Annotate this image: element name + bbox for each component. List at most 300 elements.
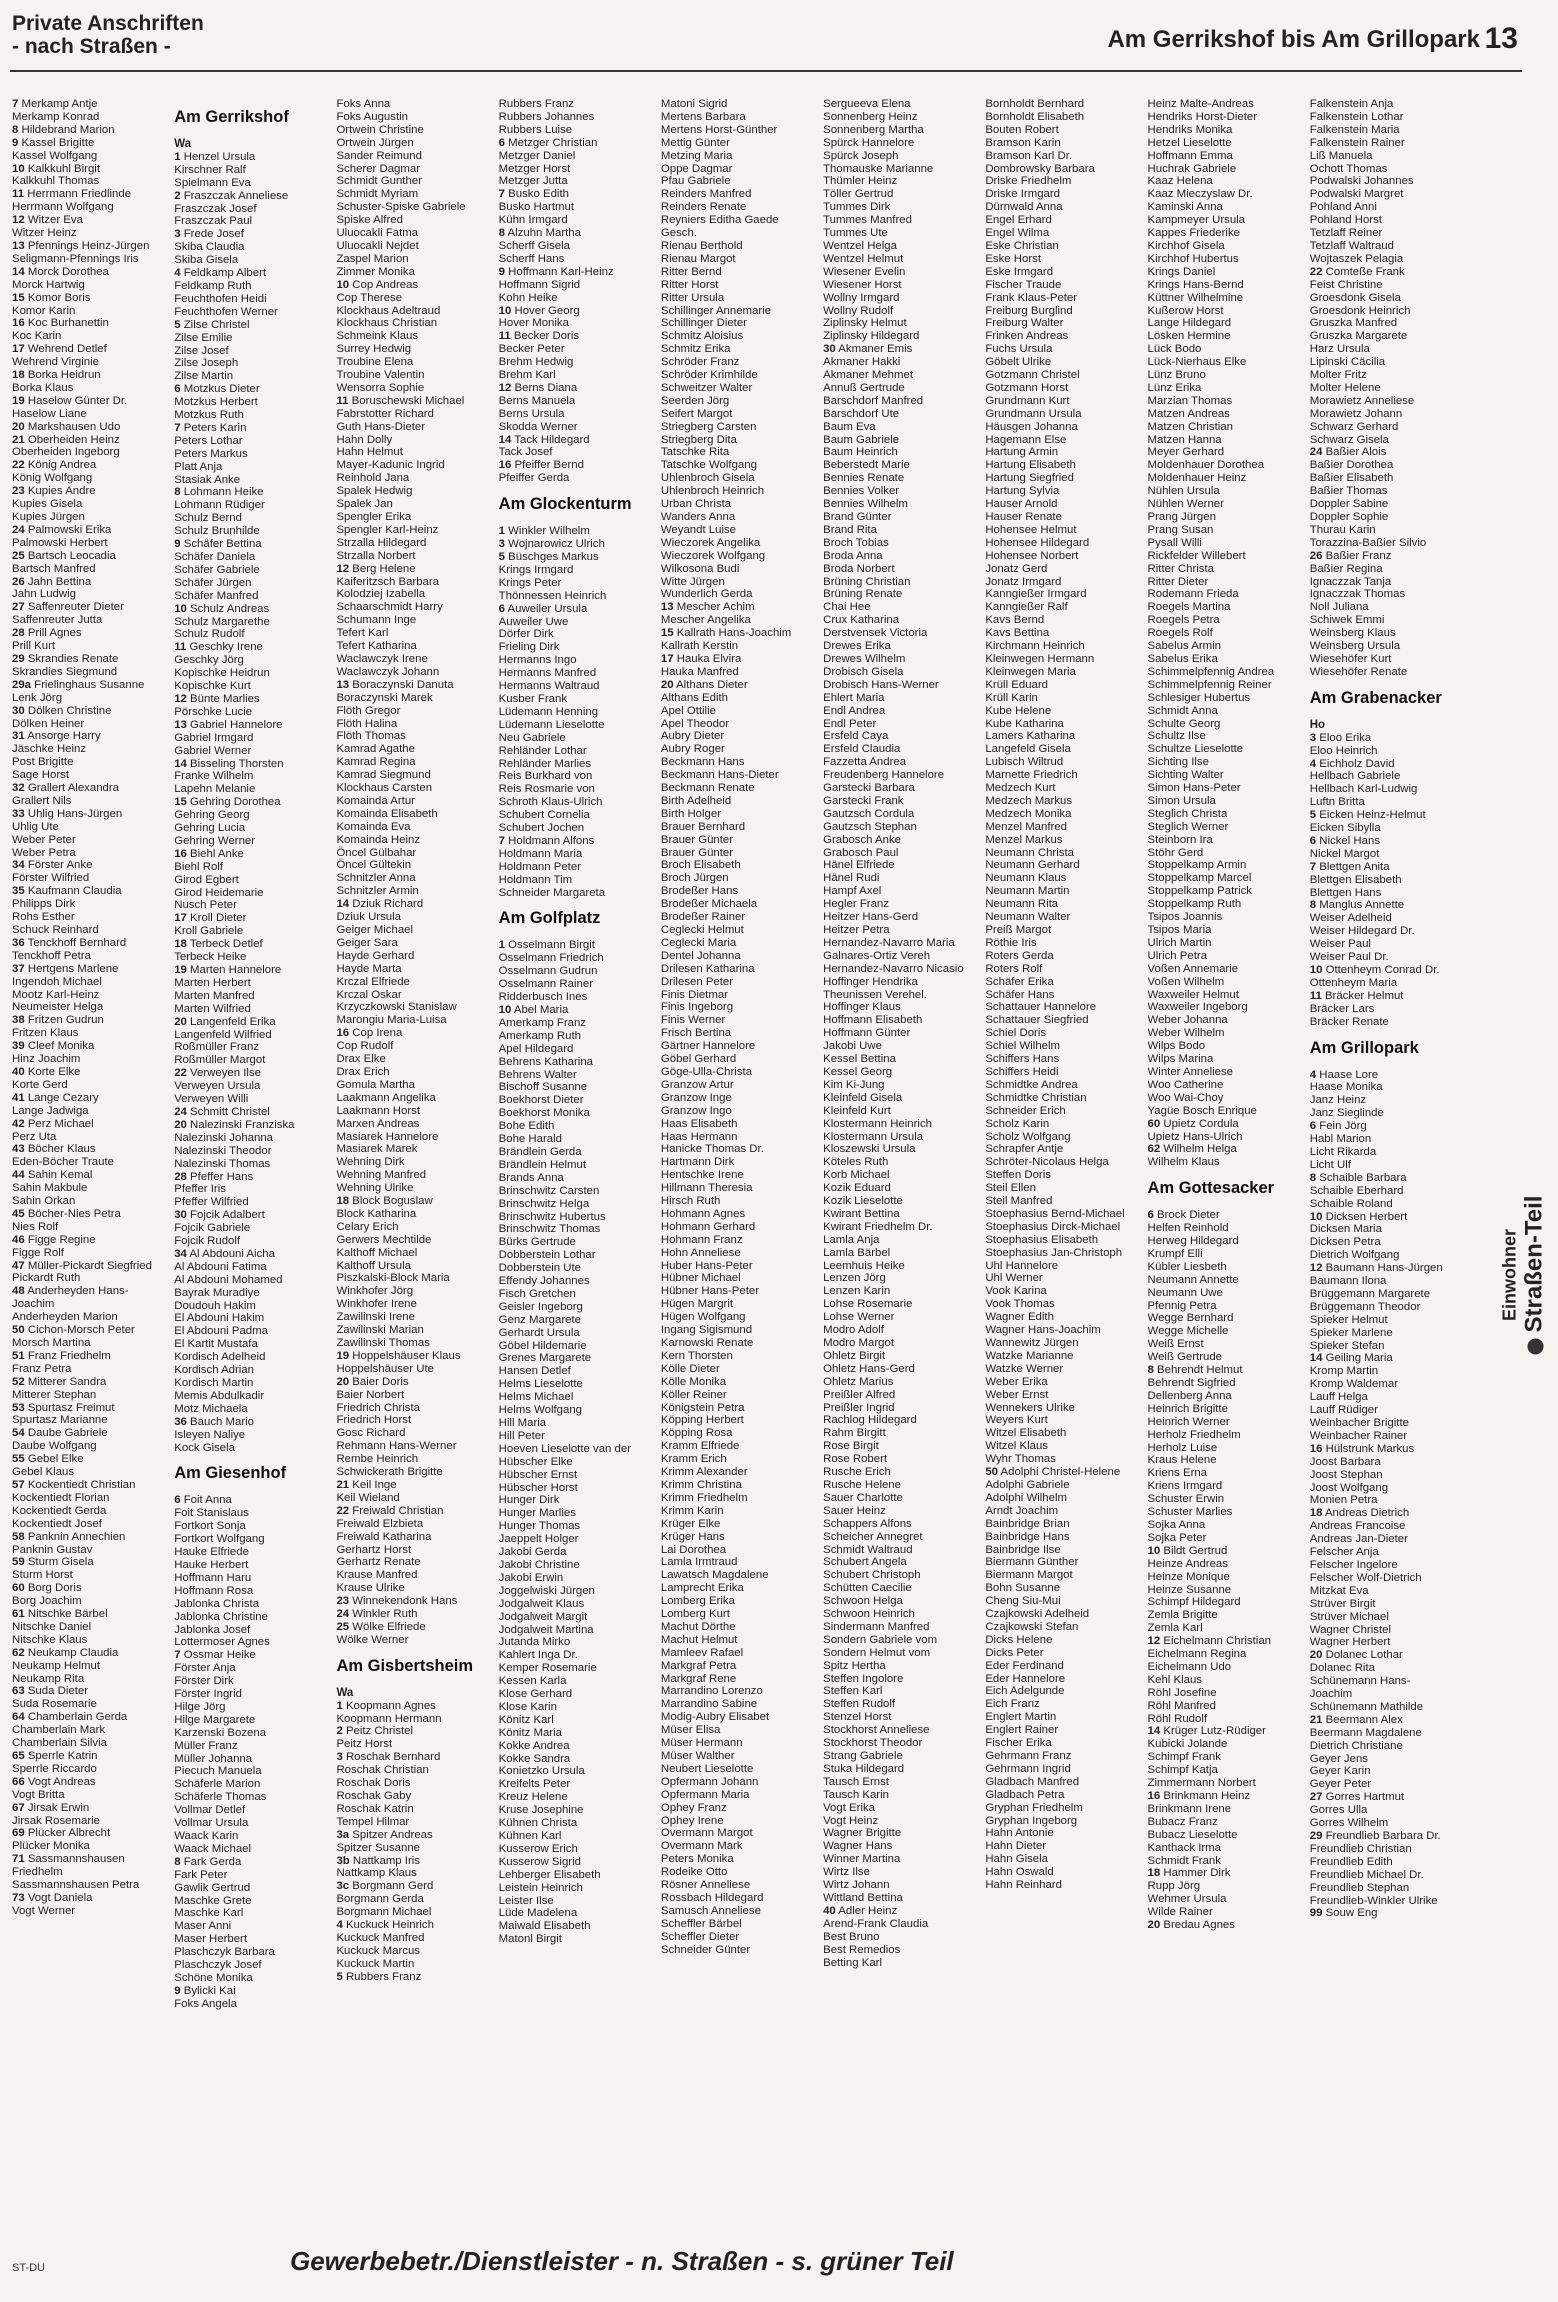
resident-entry: Schaible Eberhard (1309, 1184, 1404, 1197)
resident-entry: Schwarz Gerhard (1309, 420, 1399, 433)
resident-entry: Roters Rolf (985, 962, 1043, 975)
resident-entry: Weyandt Luise (660, 523, 737, 536)
resident-entry: 20 Baier Doris (336, 1375, 409, 1388)
resident-entry: Steglich Christa (1147, 807, 1228, 820)
resident-entry: Felscher Anja (1309, 1546, 1379, 1559)
resident-entry: Gehring Georg (174, 809, 250, 822)
resident-entry: Hohensee Hildegard (985, 536, 1090, 549)
resident-entry: Zemla Karl (1147, 1622, 1203, 1635)
resident-entry: Scherff Hans (498, 252, 565, 265)
resident-entry: Zawilinski Thomas (336, 1337, 430, 1349)
resident-entry: Schröter-Nicolaus Helga (985, 1156, 1109, 1169)
resident-entry: Lück Bodo (1147, 343, 1202, 356)
resident-entry: Busko Hartmut (498, 201, 574, 214)
resident-entry: 22 Comteße Frank (1309, 265, 1405, 278)
resident-entry: 5 Zilse Christel (174, 318, 250, 331)
resident-entry: Uhl Werner (985, 1272, 1043, 1285)
resident-entry: Pfennig Petra (1147, 1299, 1217, 1312)
resident-entry: Hunger Dirk (498, 1494, 560, 1507)
resident-entry: Lüde Madelena (498, 1907, 578, 1920)
resident-entry: Gorres Ulla (1309, 1804, 1368, 1817)
resident-entry: Sabelus Erika (1147, 652, 1218, 665)
resident-entry: Bainbridge Ilse (985, 1543, 1061, 1556)
resident-entry: Plücker Monika (12, 1840, 90, 1853)
resident-entry: Göbel Gerhard (660, 1053, 737, 1066)
resident-entry: Kessen Karla (498, 1675, 567, 1688)
resident-entry: 31 Ansorge Harry (12, 730, 101, 743)
resident-entry: Morawietz Anneliese (1309, 394, 1415, 407)
resident-entry: 21 Oberheiden Heinz (12, 433, 120, 446)
resident-entry: Gladbach Manfred (985, 1775, 1080, 1788)
resident-entry: Röhl Josefine (1147, 1686, 1217, 1699)
resident-entry: Krings Peter (498, 576, 562, 589)
resident-entry: Beermann Magdalene (1309, 1726, 1422, 1739)
resident-entry: Müser Walther (660, 1750, 735, 1762)
resident-entry: Helms Michael (498, 1391, 574, 1404)
resident-entry: Grabosch Paul (823, 846, 899, 859)
resident-entry: Krüger Elke (660, 1517, 721, 1530)
resident-entry: Meyer Gerhard (1147, 446, 1225, 459)
resident-entry: Zemla Brigitte (1147, 1609, 1218, 1622)
resident-entry: Rodemann Frieda (1147, 588, 1239, 601)
resident-entry: Kroll Gabriele (174, 925, 244, 938)
resident-entry: 39 Cleef Monika (12, 1040, 95, 1053)
resident-entry: Mertens Barbara (660, 110, 746, 123)
resident-entry: Nattkamp Klaus (336, 1867, 417, 1880)
resident-entry: Komainda Elisabeth (336, 807, 438, 820)
resident-entry: Finis Werner (660, 1014, 726, 1027)
resident-entry: Lünz Bruno (1147, 369, 1206, 382)
resident-entry: Bennies Renate (823, 472, 905, 485)
resident-entry: Schröder Krimhilde (660, 369, 758, 382)
resident-entry: Schäferle Thomas (174, 1791, 267, 1804)
resident-entry: Gladbach Petra (985, 1788, 1065, 1801)
resident-entry: Woo Catherine (1147, 1078, 1224, 1091)
resident-entry: Felscher Wolf-Dietrich (1309, 1571, 1422, 1584)
resident-entry: Hillmann Theresia (660, 1182, 753, 1195)
resident-entry: Bürks Gertrude (498, 1236, 576, 1249)
resident-entry: Leister Ilse (498, 1894, 554, 1907)
resident-entry: 67 Jirsak Erwin (12, 1801, 90, 1814)
resident-entry: Wieczorek Wolfgang (660, 549, 766, 562)
resident-entry: Köteles Ruth (823, 1156, 889, 1169)
resident-entry: Hayde Gerhard (336, 949, 415, 962)
resident-entry: Bräcker Lars (1309, 1002, 1375, 1015)
resident-entry: Stoephasius Jan-Christoph (985, 1246, 1123, 1259)
resident-entry: Pfeffer Iris (174, 1183, 226, 1196)
resident-entry: Förster Anja (174, 1662, 236, 1675)
resident-entry: Roegels Petra (1147, 614, 1220, 627)
resident-entry: 69 Plücker Albrecht (12, 1827, 111, 1840)
resident-entry: Neumann Annette (1147, 1273, 1239, 1286)
resident-entry: Ignaczzak Tanja (1309, 575, 1392, 588)
resident-entry: Vogt Britta (12, 1788, 65, 1801)
resident-entry: Krzyczkowski Stanislaw (336, 1001, 457, 1014)
resident-entry: Kokke Andrea (498, 1739, 570, 1752)
resident-entry: Jutanda Mirko (498, 1636, 571, 1649)
resident-entry: 15 Gehring Dorothea (174, 796, 281, 809)
resident-entry: Neumann Christa (985, 846, 1074, 859)
resident-entry: Vogt Erika (823, 1801, 876, 1814)
resident-entry: Freiburg Walter (985, 317, 1064, 330)
resident-entry: Jablonka Christine (174, 1610, 268, 1623)
resident-entry: Jirsak Rosemarie (12, 1814, 100, 1827)
street-heading: Am Giesenhof (174, 1464, 287, 1483)
resident-entry: Weiser Hildegard Dr. (1309, 925, 1415, 938)
resident-entry: Pysall Willi (1147, 536, 1202, 549)
resident-entry: Eske Christian (985, 239, 1059, 252)
resident-entry: Kaminski Anna (1147, 201, 1223, 214)
resident-entry: 18 Hammer Dirk (1147, 1867, 1231, 1880)
resident-entry: Fraszczak Paul (174, 215, 253, 228)
resident-entry: 3 Frede Josef (174, 228, 244, 241)
resident-entry: Krimm Karin (660, 1504, 724, 1517)
resident-entry: Kock Gisela (174, 1441, 235, 1454)
resident-entry: Neukamp Rita (12, 1672, 85, 1685)
resident-entry: Leemhuis Heike (823, 1259, 905, 1272)
resident-entry: Rehmann Hans-Werner (336, 1440, 457, 1453)
resident-entry: Rossbach Hildegard (660, 1891, 764, 1904)
resident-entry: Karnowski Renate (660, 1337, 754, 1349)
resident-entry: Brüning Christian (823, 575, 911, 588)
resident-entry: 11 Geschky Irene (174, 641, 263, 654)
resident-entry: Dicks Helene (985, 1633, 1053, 1646)
resident-entry: 7 Busko Edith (498, 188, 569, 201)
resident-entry: Hoffmann Rosa (174, 1584, 254, 1597)
resident-entry: Chamberlain Mark (12, 1724, 106, 1737)
resident-entry: Kolodziej Izabella (336, 588, 426, 601)
resident-entry: Wennekers Ulrike (985, 1401, 1075, 1414)
resident-entry: Metzing Maria (660, 149, 733, 162)
resident-entry: Rembe Heinrich (336, 1453, 419, 1466)
resident-entry: Adolphi Gabriele (985, 1478, 1070, 1491)
resident-entry: Weber Petra (12, 846, 76, 859)
resident-entry: Hunger Marlies (498, 1507, 576, 1520)
resident-entry: Schuster Erwin (1147, 1493, 1225, 1506)
resident-entry: 5 Büschges Markus (498, 551, 599, 563)
resident-entry: Noll Juliana (1309, 601, 1369, 614)
resident-entry: Marten Wilfried (174, 1002, 251, 1015)
resident-entry: Freiwald Katharina (336, 1530, 432, 1543)
resident-entry: Waxweiler Ingeborg (1147, 1001, 1248, 1014)
resident-entry: Lamprecht Erika (660, 1582, 744, 1595)
resident-entry: Schaarschmidt Harry (336, 601, 443, 614)
resident-entry: Terbeck Heike (174, 951, 247, 964)
resident-entry: Al Abdouni Mohamed (174, 1273, 283, 1286)
resident-entry: Gerwers Mechtilde (336, 1233, 432, 1246)
resident-entry: 73 Vogt Daniela (12, 1891, 93, 1904)
resident-entry: Sondern Helmut vom (823, 1646, 931, 1659)
resident-entry: Baßier Thomas (1309, 485, 1388, 498)
resident-entry: 26 Jahn Bettina (12, 575, 92, 588)
resident-entry: Roschak Doris (336, 1777, 411, 1790)
resident-entry: 7 Peters Karin (174, 421, 247, 434)
resident-entry: Rachlog Hildegard (823, 1414, 917, 1427)
resident-entry: Granzow Artur (660, 1078, 734, 1091)
resident-entry: Feist Christine (1309, 278, 1383, 291)
resident-entry: Weber Johanna (1147, 1014, 1228, 1027)
resident-entry: Groesdonk Heinrich (1309, 304, 1411, 317)
resident-entry: Kahlert Inga Dr. (498, 1649, 578, 1662)
resident-entry: 23 Kupies Andre (12, 485, 96, 498)
resident-entry: 17 Wehrend Detlef (12, 343, 107, 356)
resident-entry: Schünemann Mathilde (1309, 1700, 1424, 1713)
resident-entry: Podwalski Margret (1309, 188, 1404, 201)
resident-entry: 3c Borgmann Gerd (336, 1880, 434, 1893)
resident-entry: Kuckuck Manfred (336, 1931, 425, 1944)
resident-entry: Hohensee Helmut (985, 523, 1077, 536)
resident-entry: 62 Neukamp Claudia (12, 1646, 119, 1659)
resident-entry: Stoephasius Dirck-Michael (985, 1220, 1121, 1233)
resident-entry: Lamla Anja (823, 1233, 880, 1246)
resident-entry: Bainbridge Hans (985, 1530, 1070, 1543)
resident-entry: Lamla Bärbel (823, 1246, 891, 1259)
resident-entry: Nitschke Daniel (12, 1620, 92, 1633)
resident-entry: 11 Boruschewski Michael (336, 394, 465, 407)
resident-entry: 20 Althans Dieter (660, 678, 748, 691)
resident-entry: Schillinger Annemarie (660, 304, 772, 317)
resident-entry: Wannewitz Jürgen (985, 1337, 1079, 1349)
resident-entry: Zilse Josef (174, 344, 229, 357)
resident-entry: Felscher Ingelore (1309, 1558, 1398, 1571)
resident-entry: 48 Anderheyden Hans- (12, 1285, 129, 1298)
resident-entry: Jonatz Gerd (985, 562, 1048, 575)
resident-entry: Maser Herbert (174, 1933, 248, 1946)
resident-entry: Schmidt Gunther (336, 175, 422, 188)
resident-entry: Freundlieb Christian (1309, 1842, 1412, 1855)
resident-entry: 61 Nitschke Bärbel (12, 1608, 108, 1621)
resident-entry: Joachim (12, 1298, 55, 1311)
resident-entry: 59 Sturm Gisela (12, 1556, 94, 1569)
resident-entry: Frieling Dirk (498, 641, 560, 654)
resident-entry: Celary Erich (336, 1220, 399, 1233)
resident-entry: Heinrich Brigitte (1147, 1402, 1228, 1415)
resident-entry: Uhlenbroch Heinrich (660, 485, 765, 498)
resident-entry: Hellbach Karl-Ludwig (1309, 783, 1418, 796)
resident-entry: Ritter Ursula (660, 291, 725, 304)
resident-entry: Kirchmann Heinrich (985, 640, 1085, 653)
resident-entry: Schillinger Dieter (660, 317, 747, 330)
resident-entry: Wagner Brigitte (823, 1827, 902, 1840)
resident-entry: Morck Hartwig (12, 278, 85, 291)
resident-entry: Hartung Elisabeth (985, 459, 1076, 472)
resident-entry: 1 Winkler Wilhelm (498, 525, 590, 538)
resident-entry: Hoffmann Haru (174, 1571, 252, 1584)
resident-entry: Franke Wilhelm (174, 770, 254, 783)
resident-entry: Rose Robert (823, 1453, 888, 1466)
resident-entry: Nitschke Klaus (12, 1633, 88, 1646)
resident-entry: Koopmann Hermann (336, 1712, 442, 1725)
resident-entry: Feuchthofen Heidi (174, 292, 267, 305)
header-rule (10, 70, 1522, 72)
resident-entry: Hilge Jörg (174, 1700, 226, 1713)
resident-entry: Zilse Emilie (174, 331, 233, 344)
resident-entry: Bohe Edith (498, 1120, 555, 1133)
resident-entry: 16 Biehl Anke (174, 847, 244, 860)
resident-entry: Marten Manfred (174, 989, 255, 1002)
resident-entry: Doppler Sabine (1309, 498, 1389, 511)
street-heading: Am Glockenturm (498, 495, 632, 514)
resident-entry: Kirchhof Hubertus (1147, 252, 1239, 265)
resident-entry: 8 Hildebrand Marion (12, 123, 115, 136)
resident-entry: Grundmann Kurt (985, 394, 1070, 407)
resident-entry: Overmann Margot (660, 1827, 753, 1840)
resident-entry: Krings Irmgard (498, 563, 574, 576)
resident-entry: Geiger Michael (336, 924, 414, 936)
resident-entry: Kopischke Heidrun (174, 667, 270, 680)
resident-entry: 16 Brinkmann Heinz (1147, 1790, 1251, 1802)
resident-entry: Moldenhauer Dorothea (1147, 459, 1265, 472)
resident-entry: Ritter Christa (1147, 562, 1214, 575)
resident-entry: 66 Vogt Andreas (12, 1775, 96, 1788)
resident-entry: 30 Akmaner Emis (823, 343, 913, 356)
resident-entry: Wehning Ulrike (336, 1182, 414, 1195)
resident-entry: Schnitzler Armin (336, 885, 419, 898)
resident-entry: Kassel Wolfgang (12, 149, 98, 162)
resident-entry: Sperrle Riccardo (12, 1762, 97, 1775)
resident-entry: Falkenstein Lothar (1309, 110, 1404, 123)
resident-entry: Memis Abdulkadir (174, 1389, 265, 1402)
resident-entry: Sonnenberg Heinz (823, 110, 918, 123)
resident-entry: Jaeppelt Holger (498, 1533, 579, 1546)
resident-entry: Kuckuck Martin (336, 1957, 415, 1970)
resident-entry: Hernandez-Navarro Maria (823, 936, 955, 949)
resident-entry: Nusch Peter (174, 899, 237, 912)
resident-entry: Joost Stephan (1309, 1468, 1383, 1481)
resident-entry: Kubicki Jolande (1147, 1738, 1228, 1751)
resident-entry: Klockhaus Carsten (336, 782, 433, 795)
resident-entry: Markgraf Petra (660, 1659, 737, 1672)
resident-entry: Prill Kurt (12, 640, 56, 653)
resident-entry: Sauer Heinz (823, 1504, 886, 1517)
resident-entry: Roegels Martina (1147, 601, 1231, 614)
resident-entry: Maschke Karl (174, 1907, 244, 1920)
resident-entry: Tenckhoff Petra (12, 949, 91, 962)
resident-entry: Wollny Irmgard (823, 291, 900, 304)
resident-entry: 7 Holdmann Alfons (498, 834, 595, 847)
resident-entry: Menzel Manfred (985, 820, 1067, 833)
resident-entry: Freudenberg Hannelore (823, 769, 945, 782)
resident-entry: 8 Lohmann Heike (174, 486, 264, 499)
resident-entry: Neumann Martin (985, 885, 1070, 898)
resident-entry: Hübscher Ernst (498, 1468, 578, 1481)
resident-entry: Seerden Jörg (660, 394, 730, 407)
resident-entry: Rehländer Lothar (498, 744, 587, 757)
resident-entry: Hendriks Horst-Dieter (1147, 110, 1258, 123)
resident-entry: Schimpf Katja (1147, 1764, 1218, 1777)
resident-entry: Tack Josef (498, 446, 553, 459)
resident-entry: 62 Wilhelm Helga (1147, 1143, 1237, 1156)
resident-entry: Stoppelkamp Ruth (1147, 898, 1242, 911)
resident-entry: Ohletz Marius (823, 1375, 894, 1388)
resident-entry: Oppe Dagmar (660, 162, 733, 175)
resident-entry: 8 Behrendt Helmut (1147, 1364, 1243, 1377)
resident-entry: Ritter Bernd (660, 265, 722, 278)
resident-entry: Arend-Frank Claudia (823, 1917, 929, 1930)
resident-entry: Schulz Brunhilde (174, 525, 260, 538)
resident-entry: Heinze Monique (1147, 1570, 1230, 1583)
resident-entry: Striegberg Dita (660, 433, 737, 446)
resident-entry: Tetzlaff Waltraud (1309, 239, 1394, 252)
resident-entry: Seifert Margot (660, 407, 733, 420)
resident-entry: Skiba Gisela (174, 254, 239, 267)
resident-entry: 6 Metzger Christian (498, 136, 598, 149)
resident-entry: Lehberger Elisabeth (498, 1868, 601, 1881)
resident-entry: Rahm Birgitt (823, 1427, 886, 1440)
resident-entry: Joachim (1309, 1688, 1353, 1701)
directory-column (661, 98, 823, 2218)
resident-entry: 14 Morck Dorothea (12, 265, 109, 278)
resident-entry: Weiß Ernst (1147, 1338, 1204, 1351)
resident-entry: Jäschke Heinz (12, 743, 87, 756)
resident-entry: Pfeffer Wilfried (174, 1196, 249, 1209)
resident-entry: Korte Gerd (12, 1078, 68, 1091)
resident-entry: Kamrad Siegmund (336, 769, 431, 782)
resident-entry: Kavs Bernd (985, 614, 1045, 627)
resident-entry: Biermann Margot (985, 1569, 1073, 1582)
resident-entry: Kehl Klaus (1147, 1673, 1202, 1686)
resident-entry: Best Remedios (823, 1943, 901, 1956)
resident-entry: Förster Wilfried (12, 872, 90, 885)
resident-entry: 15 Kallrath Hans-Joachim (660, 627, 792, 640)
resident-entry: 7 Blettgen Anita (1309, 860, 1390, 873)
resident-entry: 16 Hülstrunk Markus (1309, 1442, 1415, 1455)
resident-entry: 25 Bartsch Leocadia (12, 549, 116, 562)
resident-entry: Weber Ernst (985, 1388, 1049, 1401)
resident-entry: Apel Hildegard (498, 1042, 574, 1055)
resident-entry: Kaaz Mieczyslaw Dr. (1147, 188, 1253, 201)
resident-entry: Hoffmann Elisabeth (823, 1014, 923, 1027)
resident-entry: Brinschwitz Carsten (498, 1184, 600, 1197)
resident-entry: Gesch. (660, 227, 697, 240)
resident-entry: Foks Angela (174, 1997, 237, 2010)
resident-entry: Rehländer Marlies (498, 757, 592, 770)
resident-entry: 1 Koopmann Agnes (336, 1699, 436, 1712)
resident-entry: Birth Holger (660, 807, 722, 820)
resident-entry: 5 Rubbers Franz (336, 1970, 422, 1983)
resident-entry: Schiffers Heidi (985, 1065, 1059, 1078)
resident-entry: Kuckuck Marcus (336, 1944, 420, 1957)
resident-entry: Dobberstein Ute (498, 1262, 581, 1275)
resident-entry: Weiß Gertrude (1147, 1351, 1223, 1364)
resident-entry: Fazzetta Andrea (823, 756, 907, 769)
resident-entry: Groesdonk Gisela (1309, 291, 1401, 304)
resident-entry: 16 Koc Burhanettin (12, 317, 109, 330)
resident-entry: Janz Sieglinde (1309, 1107, 1384, 1120)
resident-entry: Wieczorek Angelika (660, 536, 761, 549)
resident-entry: Stoppelkamp Marcel (1147, 872, 1252, 885)
resident-entry: 29a Frielinghaus Susanne (12, 678, 145, 691)
resident-entry: Kanngießer Ralf (985, 601, 1068, 614)
resident-entry: Tummes Ute (823, 227, 888, 240)
resident-entry: Menzel Markus (985, 833, 1063, 846)
resident-entry: Haselow Liane (12, 407, 87, 420)
resident-entry: Bartsch Manfred (12, 562, 96, 575)
resident-entry: Dombrowsky Barbara (985, 162, 1095, 175)
resident-entry: 20 Nalezinski Franziska (174, 1118, 295, 1131)
resident-entry: Kallrath Kerstin (660, 640, 739, 653)
resident-entry: Overmann Mark (660, 1840, 743, 1853)
resident-entry: Kleinfeld Kurt (823, 1104, 891, 1117)
resident-entry: Witzer Heinz (12, 227, 77, 240)
resident-entry: Kessel Bettina (823, 1053, 896, 1066)
resident-entry: Schütten Caecilie (823, 1582, 912, 1595)
resident-entry: Moldenhauer Heinz (1147, 472, 1247, 485)
resident-entry: Müser Elisa (660, 1724, 721, 1737)
resident-entry: Lohse Werner (823, 1311, 895, 1324)
directory-column (1148, 98, 1310, 2218)
resident-entry: Strzalla Norbert (336, 549, 416, 562)
